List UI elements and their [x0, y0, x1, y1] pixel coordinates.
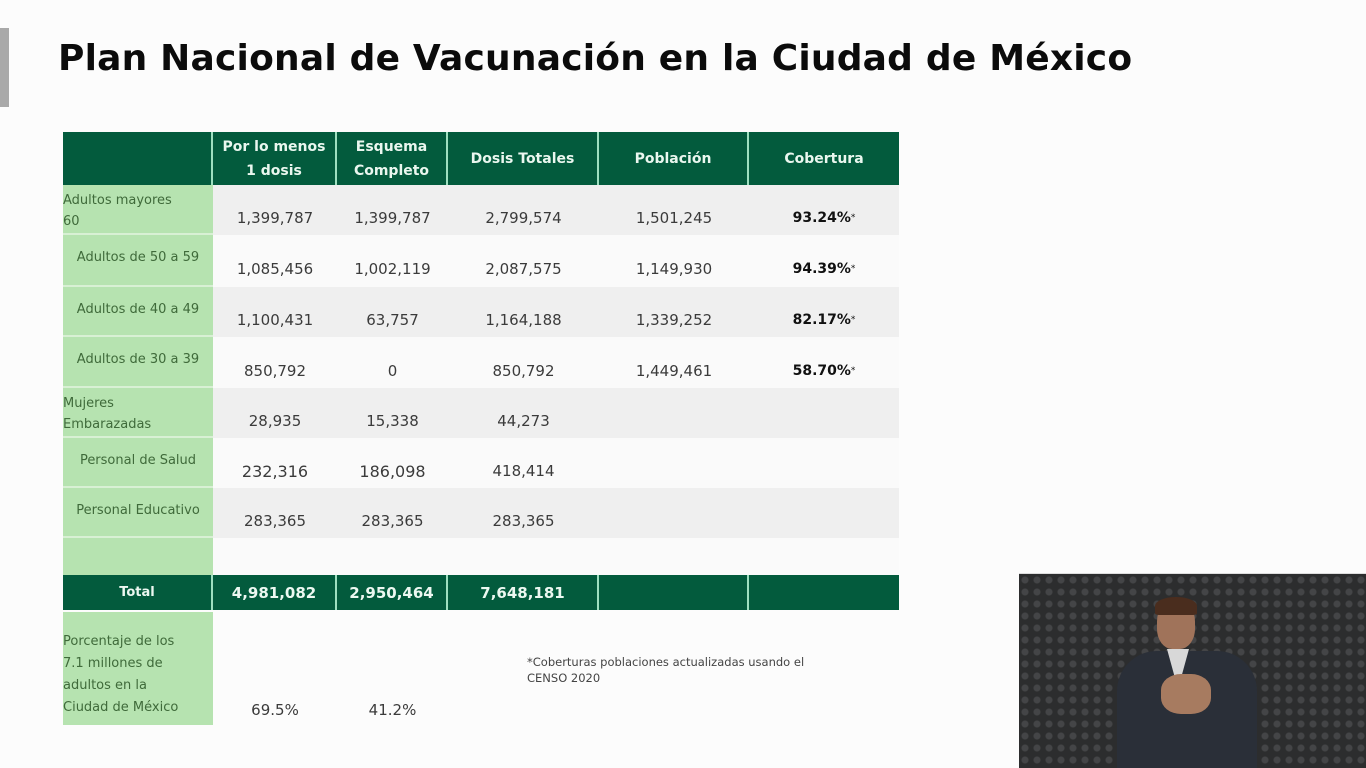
percentage-label-text: 7.1 millones de [63, 655, 163, 671]
cell-completo: 15,338 [366, 412, 419, 430]
footnote-line: *Coberturas poblaciones actualizadas usando el [527, 655, 805, 669]
percentage-label-text: adultos en la [63, 677, 147, 693]
header-dosis-totales: Dosis Totales [448, 132, 599, 185]
cell-totales: 44,273 [497, 412, 550, 430]
cell-primera: 1,399,787 [236, 209, 314, 227]
cell-cobertura [749, 185, 899, 235]
cell-cobertura [749, 287, 899, 337]
footnote-line: CENSO 2020 [527, 671, 601, 685]
cell-completo: 1,002,119 [354, 260, 431, 278]
percentage-label-text: Porcentaje de los [63, 633, 175, 649]
cell-poblacion: 1,339,252 [635, 311, 713, 329]
cell-primera: 1,085,456 [236, 260, 314, 278]
header-text: Por lo menos [222, 138, 326, 155]
row-label: Adultos de 40 a 49 [63, 287, 213, 337]
row-label [63, 185, 213, 235]
percentage-completo: 41.2% [368, 701, 417, 719]
row-label-text: Adultos mayores [63, 193, 172, 208]
footnote [527, 654, 847, 686]
cell-cobertura [749, 337, 899, 388]
total-totales: 7,648,181 [448, 575, 599, 610]
slide-title: Plan Nacional de Vacunación en la Ciudad de México [58, 38, 1133, 79]
row-label-text: Embarazadas [63, 417, 152, 432]
row-label-empty [63, 538, 213, 575]
interpreter-figure [1109, 599, 1259, 768]
cell-totales: 418,414 [492, 462, 555, 480]
header-poblacion: Población [599, 132, 749, 185]
cobertura-value: 93.24% [792, 210, 851, 226]
cell-totales: 1,164,188 [485, 311, 562, 329]
cell-cobertura [749, 235, 899, 287]
row-label: Adultos de 30 a 39 [63, 337, 213, 388]
row-label: Personal de Salud [63, 438, 213, 488]
total-cobertura [749, 575, 899, 610]
slide-accent-bar [0, 28, 9, 107]
footnote-mark: * [850, 365, 856, 376]
cell-primera: 28,935 [248, 412, 302, 430]
total-poblacion [599, 575, 749, 610]
cell-totales: 2,087,575 [485, 260, 562, 278]
header-empty-cell [63, 132, 213, 185]
cobertura-value: 94.39% [792, 261, 851, 277]
cell-completo: 283,365 [361, 512, 424, 530]
percentage-label [63, 612, 213, 725]
header-text: Esquema [355, 138, 428, 155]
row-label [63, 388, 213, 438]
percentage-label-text: Ciudad de México [63, 699, 179, 715]
row-label-text: Mujeres [63, 396, 114, 411]
cell-completo: 0 [387, 361, 398, 380]
footnote-mark: * [850, 213, 856, 223]
sign-language-interpreter-video [1019, 573, 1366, 768]
header-esquema-completo [337, 132, 448, 185]
cell-poblacion: 1,149,930 [635, 260, 713, 278]
row-label: Personal Educativo [63, 488, 213, 538]
cell-poblacion: 1,449,461 [635, 361, 713, 380]
cell-primera: 850,792 [243, 361, 307, 380]
cell-completo: 1,399,787 [354, 209, 431, 227]
footnote-mark: * [850, 315, 856, 325]
cell-primera: 1,100,431 [236, 311, 314, 329]
cell-totales: 850,792 [492, 361, 555, 380]
footnote-mark: * [850, 264, 856, 274]
total-label: Total [63, 575, 213, 610]
cell-totales: 283,365 [492, 512, 555, 530]
interpreter-hair [1155, 597, 1197, 615]
header-cobertura: Cobertura [749, 132, 899, 185]
cobertura-value: 82.17% [792, 312, 851, 328]
cell-totales: 2,799,574 [485, 209, 562, 227]
cell-completo: 63,757 [366, 311, 419, 329]
header-primera-dosis [213, 132, 337, 185]
row-label: Adultos de 50 a 59 [63, 235, 213, 287]
cell-primera: 283,365 [243, 512, 307, 530]
cell-primera: 232,316 [241, 461, 309, 481]
total-completo: 2,950,464 [337, 575, 448, 610]
cell-poblacion: 1,501,245 [635, 209, 713, 227]
interpreter-hands [1161, 674, 1211, 714]
cobertura-value: 58.70% [792, 362, 851, 379]
row-stripe [213, 538, 899, 575]
cell-completo: 186,098 [359, 461, 426, 481]
header-text: 1 dosis [246, 162, 302, 179]
percentage-primera: 69.5% [251, 701, 299, 719]
total-primera: 4,981,082 [213, 575, 337, 610]
header-text: Completo [353, 162, 430, 179]
row-label-text: 60 [63, 214, 80, 229]
